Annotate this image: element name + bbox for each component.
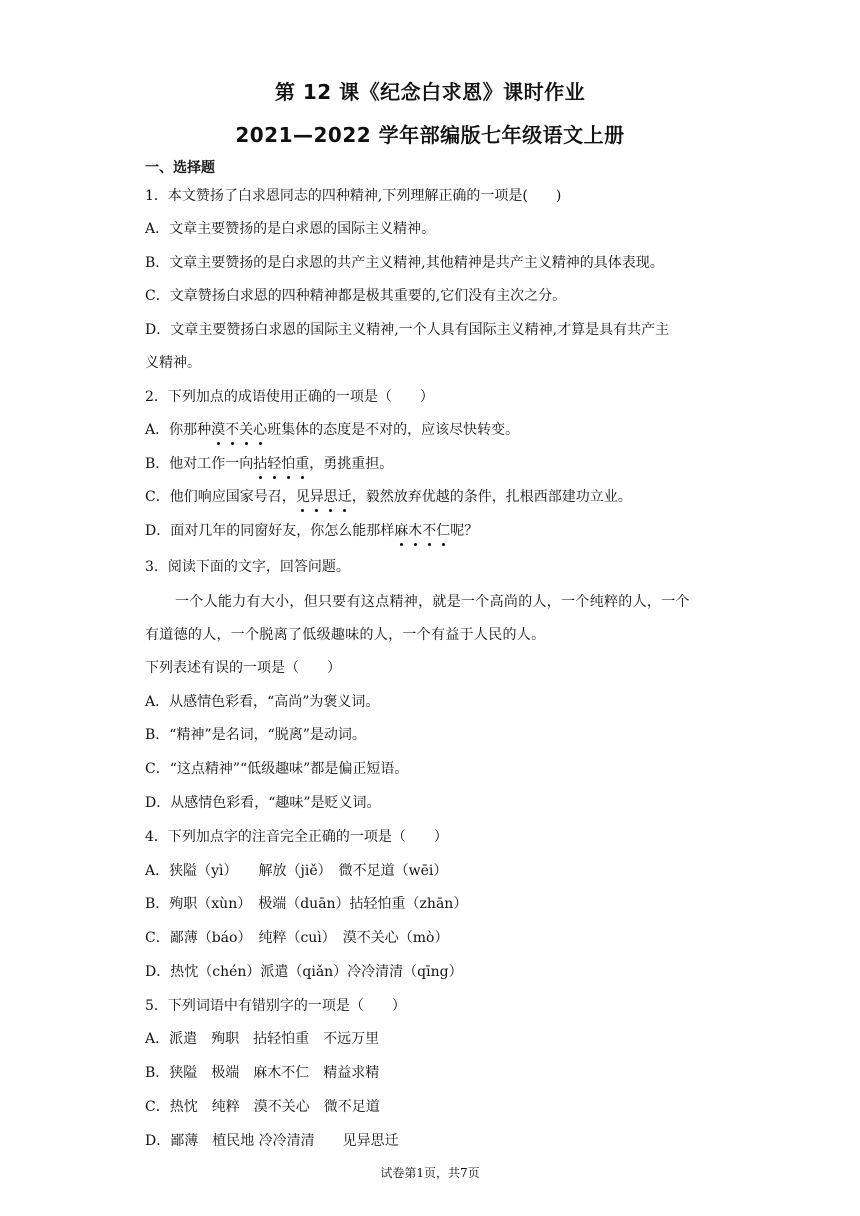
q3-option-a: A．从感情色彩看，“高尚”为褒义词。 — [145, 694, 380, 710]
dotted-char: 怕 — [281, 456, 296, 472]
option-text: ，勇挑重担。 — [309, 456, 394, 472]
document-subtitle: 2021—2022 学年部编版七年级语文上册 — [235, 123, 625, 147]
q5-option-c: C．热忱 纯粹 漠不关心 微不足道 — [145, 1099, 380, 1115]
dotted-char: 思 — [323, 489, 338, 505]
q3-stem: 3．阅读下面的文字，回答问题。 — [145, 559, 350, 575]
q4-option-a: A．狭隘（yì） 解放（jiě） 微不足道（wēi） — [145, 863, 448, 879]
dotted-char: 心 — [253, 422, 268, 438]
q1-option-b: B．文章主要赞扬的是白求恩的共产主义精神,其他精神是共产主义精神的具体表现。 — [145, 255, 664, 271]
q1-stem: 1．本文赞扬了白求恩同志的四种精神,下列理解正确的一项是( ) — [145, 188, 562, 204]
q4-option-d: D．热忱（chén）派遣（qiǎn）冷冷清清（qīng） — [145, 964, 463, 980]
q3-option-b: B．“精神”是名词，“脱离”是动词。 — [145, 727, 366, 743]
q1-option-d-cont: 义精神。 — [145, 355, 201, 371]
q4-option-c: C．鄙薄（báo） 纯粹（cuì） 漠不关心（mò） — [145, 930, 449, 946]
q1-option-c: C．文章赞扬白求恩的四种精神都是极其重要的,它们没有主次之分。 — [145, 288, 567, 304]
option-text: D．面对几年的同窗好友，你怎么能那样 — [145, 523, 395, 539]
dotted-char: 迁 — [337, 489, 352, 505]
option-text: C．他们响应国家号召， — [145, 489, 296, 505]
q2-option-b — [145, 454, 725, 474]
q5-option-b: B．狭隘 极端 麻木不仁 精益求精 — [145, 1065, 380, 1081]
option-text: ，毅然放弃优越的条件，扎根西部建功立业。 — [351, 489, 632, 505]
option-text: 呢？ — [450, 523, 479, 539]
q4-stem: 4．下列加点字的注音完全正确的一项是（ ） — [145, 829, 448, 845]
dotted-char: 不 — [225, 422, 240, 438]
document-title: 第 12 课《纪念白求恩》课时作业 — [274, 80, 586, 104]
q3-passage-line2: 有道德的人，一个脱离了低级趣味的人，一个有益于人民的人。 — [145, 627, 546, 643]
dotted-char: 异 — [309, 489, 324, 505]
q5-option-a: A．派遣 殉职 拈轻怕重 不远万里 — [145, 1031, 380, 1047]
option-text: A．你那种 — [145, 422, 212, 438]
q1-option-a: A．文章主要赞扬的是白求恩的国际主义精神。 — [145, 221, 436, 237]
dotted-char: 关 — [239, 422, 254, 438]
q3-option-c: C．“这点精神”“低级趣味”都是偏正短语。 — [145, 761, 409, 777]
q3-passage-line1: 一个人能力有大小，但只要有这点精神，就是一个高尚的人，一个纯粹的人，一个 — [175, 594, 690, 610]
q3-option-d: D．从感情色彩看，“趣味”是贬义词。 — [145, 795, 381, 811]
q2-option-d — [145, 521, 725, 541]
dotted-char: 漠 — [211, 422, 226, 438]
dotted-char: 木 — [408, 523, 423, 539]
q5-stem: 5．下列词语中有错别字的一项是（ ） — [145, 998, 406, 1014]
q2-option-c — [145, 487, 725, 507]
q5-option-d: D．鄙薄 植民地 冷冷清清 见异思迁 — [145, 1133, 399, 1149]
page-footer: 试卷第1页，共7页 — [380, 1166, 480, 1180]
dotted-char: 麻 — [394, 523, 409, 539]
option-text: B．他对工作一向 — [145, 456, 254, 472]
q4-option-b: B．殉职（xùn） 极端（duān）拈轻怕重（zhān） — [145, 896, 468, 912]
dotted-char: 重 — [295, 456, 310, 472]
q2-option-a — [145, 420, 725, 440]
dotted-char: 拈 — [253, 456, 268, 472]
q2-stem: 2．下列加点的成语使用正确的一项是（ ） — [145, 389, 434, 405]
q3-question: 下列表述有误的一项是（ ） — [145, 660, 341, 676]
dotted-char: 不 — [422, 523, 437, 539]
q1-option-d: D．文章主要赞扬白求恩的国际主义精神,一个人具有国际主义精神,才算是具有共产主 — [145, 322, 670, 338]
dotted-char: 仁 — [436, 523, 451, 539]
option-text: 班集体的态度是不对的，应该尽快转变。 — [267, 422, 520, 438]
dotted-char: 轻 — [267, 456, 282, 472]
section-heading: 一、选择题 — [145, 160, 215, 176]
dotted-char: 见 — [295, 489, 310, 505]
